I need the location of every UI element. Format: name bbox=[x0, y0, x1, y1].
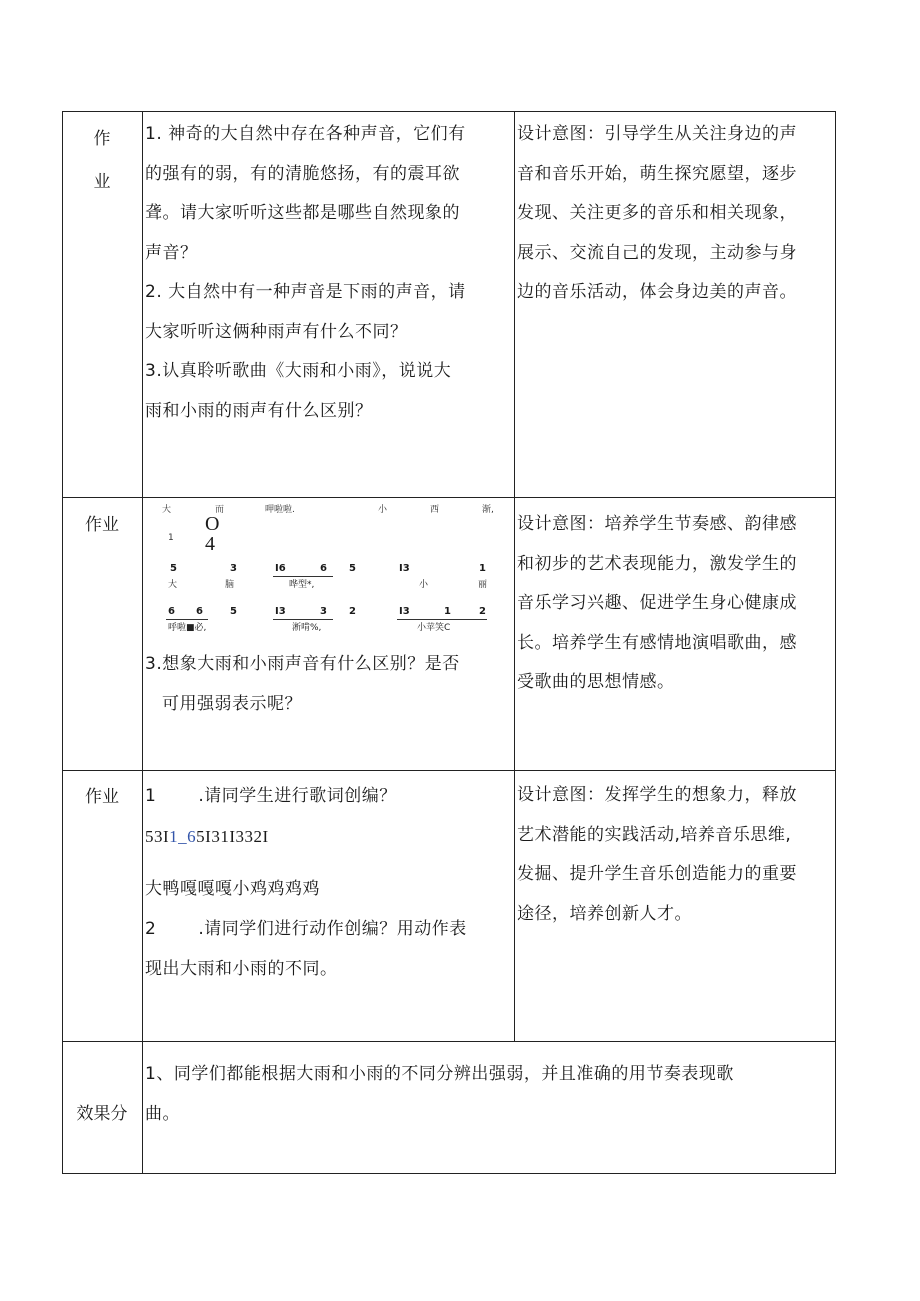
design-line: 展示、交流自己的发现，主动参与身 bbox=[517, 242, 797, 263]
content-line: 雨和小雨的雨声有什么区别？ bbox=[145, 400, 373, 421]
notation-lyric: 西 bbox=[430, 505, 440, 515]
notation-number: 6 bbox=[168, 606, 175, 617]
table-left-line bbox=[62, 111, 63, 1174]
row-2-design-intent bbox=[517, 505, 835, 703]
score-part-highlight: 1_6 bbox=[169, 827, 197, 846]
notation-lyric: 脑 bbox=[225, 580, 235, 590]
design-line: 音和音乐开始，萌生探究愿望，逐步 bbox=[517, 163, 797, 184]
row-3-design-intent bbox=[517, 776, 835, 934]
notation-number: I3 bbox=[399, 606, 410, 617]
design-line: 发掘、提升学生音乐创造能力的重要 bbox=[517, 864, 797, 884]
content-line: 曲。 bbox=[145, 1103, 180, 1124]
content-line: 1、同学们都能根据大雨和小雨的不同分辨出强弱，并且准确的用节奏表现歌 bbox=[145, 1064, 734, 1084]
design-column-line bbox=[514, 111, 515, 1041]
notation-lyric: 呼啦■必, bbox=[168, 623, 207, 633]
score-part: 53I bbox=[145, 827, 170, 846]
content-line: 3.认真聆听歌曲《大雨和小雨》，说说大 bbox=[145, 361, 452, 381]
item-text: .请同学们进行动作创编？用动作表 bbox=[198, 919, 467, 939]
label-column-line bbox=[142, 111, 143, 1174]
row-divider-2 bbox=[62, 770, 836, 771]
notation-number: 1 bbox=[479, 563, 486, 574]
row-2-label: 作业 bbox=[85, 515, 119, 535]
design-line: 和初步的艺术表现能力，激发学生的 bbox=[517, 553, 797, 574]
notation-number: 3 bbox=[230, 563, 237, 574]
item-text-continued: 现出大雨和小雨的不同。 bbox=[145, 958, 338, 979]
row-3-lyrics: 大鸭嘎嘎嘎小鸡鸡鸡鸡 bbox=[145, 879, 320, 899]
table-top-line bbox=[62, 111, 836, 112]
notation-time-sig-bottom: 4 bbox=[205, 533, 215, 555]
row-divider-1 bbox=[62, 497, 836, 498]
row-2-content bbox=[145, 645, 513, 724]
content-line: 1. 神奇的大自然中存在各种声音，它们有 bbox=[145, 124, 466, 144]
table-bottom-line bbox=[62, 1173, 836, 1174]
table-right-line bbox=[835, 111, 836, 1174]
design-line: 设计意图：发挥学生的想象力，释放 bbox=[517, 785, 797, 805]
item-number: 1 bbox=[145, 786, 157, 806]
content-line: 声音？ bbox=[145, 242, 198, 263]
notation-lyric: 小 bbox=[419, 580, 429, 590]
item-number: 2 bbox=[145, 919, 157, 939]
notation-number: 5 bbox=[349, 563, 356, 574]
design-line: 发现、关注更多的音乐和相关现象， bbox=[517, 203, 797, 223]
row-1-content bbox=[145, 115, 513, 431]
design-line: 设计意图：引导学生从关注身边的声 bbox=[517, 124, 797, 144]
notation-lyric: 呷啦啦. bbox=[265, 505, 295, 515]
notation-lyric: 小苹笑C bbox=[417, 623, 451, 633]
design-line: 边的音乐活动，体会身边美的声音。 bbox=[517, 282, 797, 302]
row-1-label-top: 作 bbox=[93, 129, 111, 149]
design-line: 设计意图：培养学生节奏感、韵律感 bbox=[517, 514, 797, 534]
content-line: 聋。请大家听听这些都是哪些自然现象的 bbox=[145, 203, 460, 223]
row-3-item-1 bbox=[145, 777, 513, 817]
row-1-label-bottom: 业 bbox=[93, 172, 111, 192]
notation-number: 5 bbox=[170, 563, 177, 574]
design-line: 艺术潜能的实践活动,培养音乐思维, bbox=[517, 824, 792, 845]
notation-time-sig-top: O bbox=[205, 513, 220, 535]
notation-number: I3 bbox=[275, 606, 286, 617]
notation-number: 3 bbox=[320, 606, 327, 617]
notation-lyric: 小 bbox=[378, 505, 388, 515]
notation-number: I6 bbox=[275, 563, 286, 574]
score-part: 5I31I332I bbox=[196, 827, 269, 846]
notation-number: 1 bbox=[168, 533, 174, 543]
notation-lyric: 丽 bbox=[478, 580, 488, 590]
notation-number: I3 bbox=[399, 563, 410, 574]
design-line: 长。培养学生有感情地演唱歌曲，感 bbox=[517, 632, 797, 653]
content-line: 大家听听这俩种雨声有什么不同？ bbox=[145, 321, 408, 342]
row-4-content bbox=[145, 1055, 833, 1134]
content-line: 可用强弱表示呢？ bbox=[162, 693, 302, 714]
design-line: 音乐学习兴趣、促进学生身心健康成 bbox=[517, 593, 797, 613]
notation-number: 6 bbox=[320, 563, 327, 574]
content-line: 3.想象大雨和小雨声音有什么区别？是否 bbox=[145, 654, 460, 674]
row-1-design-intent bbox=[517, 115, 835, 313]
notation-lyric: 大 bbox=[168, 580, 178, 590]
content-line: 2. 大自然中有一种声音是下雨的声音，请 bbox=[145, 282, 466, 302]
design-line: 受歌曲的思想情感。 bbox=[517, 672, 675, 692]
content-line: 的强有的弱，有的清脆悠扬，有的震耳欲 bbox=[145, 163, 460, 184]
notation-number: 5 bbox=[230, 606, 237, 617]
notation-number: 2 bbox=[479, 606, 486, 617]
notation-lyric: 哗型*, bbox=[289, 580, 315, 590]
notation-lyric: 而 bbox=[215, 505, 225, 515]
notation-lyric: 大 bbox=[162, 505, 172, 515]
notation-lyric: 淅啃%, bbox=[292, 623, 322, 633]
row-3-score bbox=[145, 817, 513, 857]
row-divider-3 bbox=[62, 1041, 836, 1042]
row-4-label: 效果分 bbox=[76, 1104, 128, 1124]
design-line: 途径，培养创新人才。 bbox=[517, 903, 692, 924]
row-3-label: 作业 bbox=[85, 787, 119, 807]
notation-number: 1 bbox=[444, 606, 451, 617]
item-text: .请同学生进行歌词创编？ bbox=[198, 786, 397, 806]
notation-lyric: 渐, bbox=[482, 505, 494, 515]
row-3-item-2 bbox=[145, 910, 513, 989]
notation-number: 6 bbox=[196, 606, 203, 617]
notation-number: 2 bbox=[349, 606, 356, 617]
